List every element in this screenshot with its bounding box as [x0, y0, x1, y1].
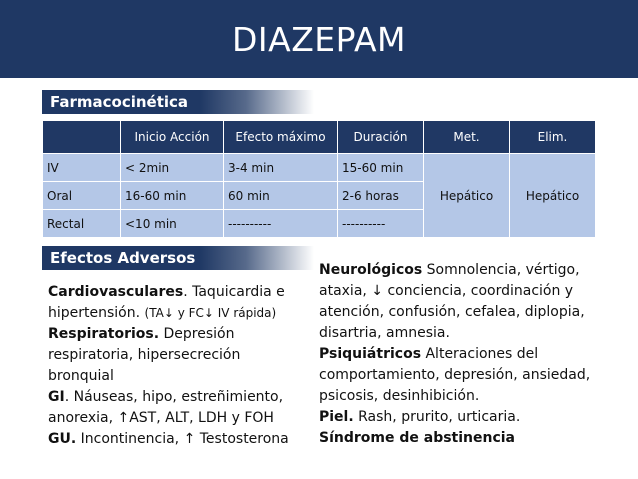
adverse-effects-heading: Efectos Adversos: [42, 246, 314, 270]
cell-route: IV: [43, 154, 121, 182]
pharmacokinetics-table: [42, 120, 596, 238]
cell-onset: <10 min: [121, 210, 224, 238]
table-header-route: [43, 121, 121, 154]
cell-metabolism: Hepático: [424, 154, 510, 238]
resp-label: Respiratorios.: [48, 326, 160, 342]
cell-peak: 60 min: [224, 182, 338, 210]
cell-onset: 16-60 min: [121, 182, 224, 210]
table-header-duration: Duración: [338, 121, 424, 154]
page-title: DIAZEPAM: [231, 20, 406, 59]
neuro-text: Somnolencia, vértigo, ataxia, ↓ conciencia, coordinación y atención, confusión, cefalea, diplopia, disartria, amnesia.: [319, 262, 585, 341]
cell-duration: 15-60 min: [338, 154, 424, 182]
cell-peak: 3-4 min: [224, 154, 338, 182]
table-header-row: [43, 121, 596, 154]
skin-text: Rash, prurito, urticaria.: [353, 409, 521, 425]
table-header-peak: Efecto máximo: [224, 121, 338, 154]
gu-text: Incontinencia, ↑ Testosterona: [76, 431, 289, 447]
adverse-effects-left-column: [48, 282, 310, 450]
withdrawal-label: Síndrome de abstinencia: [319, 430, 516, 446]
title-banner: [0, 0, 638, 78]
cell-route: Rectal: [43, 210, 121, 238]
table-header-metabolism: Met.: [424, 121, 510, 154]
psych-label: Psiquiátricos: [319, 346, 422, 362]
neuro-label: Neurológicos: [319, 262, 423, 278]
cell-duration: 2-6 horas: [338, 182, 424, 210]
adverse-effects-right-column: [319, 260, 591, 449]
skin-label: Piel.: [319, 409, 354, 425]
table-header-elimination: Elim.: [510, 121, 596, 154]
cardio-label: Cardiovasculares: [48, 284, 184, 300]
gu-label: GU.: [48, 431, 77, 447]
table-row: [43, 154, 596, 182]
cell-peak: ----------: [224, 210, 338, 238]
table-header-onset: Inicio Acción: [121, 121, 224, 154]
gi-label: GI: [48, 389, 65, 405]
cell-duration: ----------: [338, 210, 424, 238]
cardio-text: . Taquicardia e hipertensión.: [48, 284, 285, 321]
psych-text: Alteraciones del comportamiento, depresión, ansiedad, psicosis, desinhibición.: [319, 346, 591, 404]
cell-elimination: Hepático: [510, 154, 596, 238]
cell-route: Oral: [43, 182, 121, 210]
cell-onset: < 2min: [121, 154, 224, 182]
resp-text: Depresión respiratoria, hipersecreción bronquial: [48, 326, 241, 384]
gi-text: . Náuseas, hipo, estreñimiento, anorexia, ↑AST, ALT, LDH y FOH: [48, 389, 284, 426]
cardio-note: (TA↓ y FC↓ IV rápida): [144, 306, 277, 320]
pharmacokinetics-heading: Farmacocinética: [42, 90, 314, 114]
